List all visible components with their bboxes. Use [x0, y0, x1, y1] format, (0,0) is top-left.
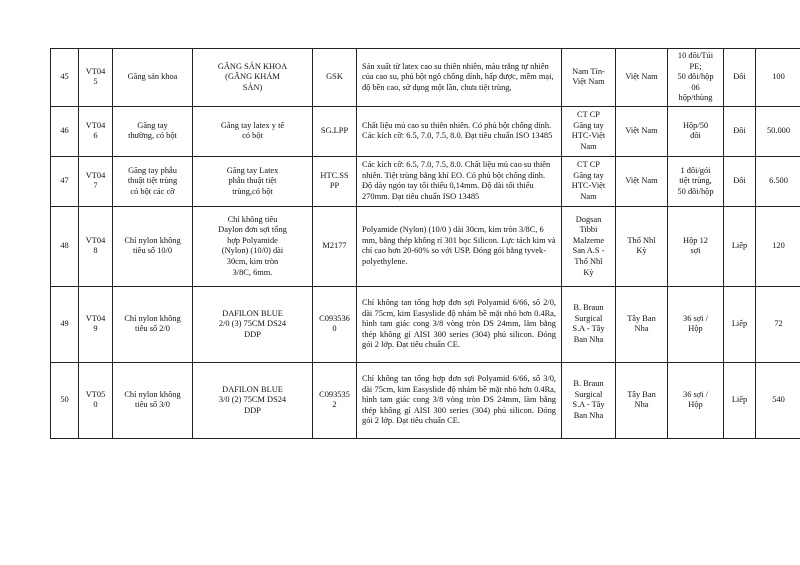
origin-country-cell: Việt Nam [616, 106, 668, 156]
manufacturer-cell: Dogsan Tibbi Malzeme San A.S - Thổ Nhĩ Kỳ [562, 206, 616, 286]
item-code-cell: VT04 7 [79, 156, 113, 206]
manufacturer-cell: CT CP Găng tay HTC-Việt Nam [562, 156, 616, 206]
item-name-cell: Chỉ nylon không tiêu số 3/0 [113, 362, 193, 438]
origin-country-cell: Thổ Nhĩ Kỳ [616, 206, 668, 286]
quantity-cell: 6.500 [756, 156, 800, 206]
manufacturer-cell: CT CP Găng tay HTC-Việt Nam [562, 106, 616, 156]
model-code-cell: C093536 0 [313, 286, 357, 362]
specification-cell: Chỉ không tan tổng hợp đơn sợi Polyamid 6/66, số 2/0, dài 75cm, kim Easyslide độ nhám bề mặt nhỏ hơn 0.4Ra, hình tam giác cong 3/8 vòng tròn DS 24mm, làm bằng thép không gỉ AISI 300 series (304) phủ silicon. Đóng gói 2 lớp. Đạt tiêu chuẩn CE. [357, 286, 562, 362]
unit-cell: Đôi [724, 156, 756, 206]
item-name-cell: Chỉ nylon không tiêu số 10/0 [113, 206, 193, 286]
origin-country-cell: Tây Ban Nha [616, 362, 668, 438]
packaging-cell: 36 sợi / Hộp [668, 286, 724, 362]
quantity-cell: 100 [756, 49, 800, 107]
specification-cell: Polyamide (Nylon) (10/0 ) dài 30cm, kim tròn 3/8C, 6 mm, bằng thép không rỉ 301 bọc Silicon. Lực tách kim và chỉ cao hơn 20-60% so với USP. Đóng gói bằng tyvek- polyethylene. [357, 206, 562, 286]
table-row [51, 156, 800, 206]
table-row [51, 106, 800, 156]
origin-country-cell: Việt Nam [616, 156, 668, 206]
row-number-cell: 47 [51, 156, 79, 206]
manufacturer-cell: Nam Tín- Việt Nam [562, 49, 616, 107]
unit-cell: Liếp [724, 206, 756, 286]
row-number-cell: 46 [51, 106, 79, 156]
model-code-cell: M2177 [313, 206, 357, 286]
trade-name-cell: Găng tay Latex phẫu thuật tiệt trùng,có bột [193, 156, 313, 206]
unit-cell: Đôi [724, 106, 756, 156]
item-name-cell: Găng tay thường, có bột [113, 106, 193, 156]
row-number-cell: 49 [51, 286, 79, 362]
table-row [51, 206, 800, 286]
specification-cell: Chỉ không tan tổng hợp đơn sợi Polyamid 6/66, số 3/0, dài 75cm, kim Easyslide độ nhám bề mặt nhỏ hơn 0.4Ra, hình tam giác cong 3/8 vòng tròn DS 24mm, làm bằng thép không gỉ AISI 300 series (304) phủ silicon. Đóng gói 2 lớp. Đạt tiêu chuẩn CE. [357, 362, 562, 438]
model-code-cell: HTC.SS PP [313, 156, 357, 206]
supplies-table [50, 48, 800, 439]
row-number-cell: 45 [51, 49, 79, 107]
trade-name-cell: Chỉ không tiêu Daylon đơn sợi tổng hợp Polyamide (Nylon) (10/0) dài 30cm, kim tròn 3/8C, 6mm. [193, 206, 313, 286]
table-row [51, 49, 800, 107]
trade-name-cell: DAFILON BLUE 3/0 (2) 75CM DS24 DDP [193, 362, 313, 438]
model-code-cell: GSK [313, 49, 357, 107]
row-number-cell: 48 [51, 206, 79, 286]
model-code-cell: SG.LPP [313, 106, 357, 156]
model-code-cell: C093535 2 [313, 362, 357, 438]
specification-cell: Các kích cỡ: 6.5, 7.0, 7.5, 8.0. Chất liệu mủ cao su thiên nhiên. Tiệt trùng bằng khí EO. Có phủ bột chống dính. Độ dày ngón tay tối thiểu 0,14mm. Độ dài tối thiểu 270mm. Đạt tiêu chuẩn ISO 13485 [357, 156, 562, 206]
item-code-cell: VT04 6 [79, 106, 113, 156]
origin-country-cell: Tây Ban Nha [616, 286, 668, 362]
trade-name-cell: Găng tay latex y tế có bột [193, 106, 313, 156]
quantity-cell: 50.000 [756, 106, 800, 156]
trade-name-cell: DAFILON BLUE 2/0 (3) 75CM DS24 DDP [193, 286, 313, 362]
specification-cell: Chất liệu mủ cao su thiên nhiên. Có phủ bột chống dính. Các kích cỡ: 6.5, 7.0, 7.5, 8.0. Đạt tiêu chuẩn ISO 13485 [357, 106, 562, 156]
manufacturer-cell: B. Braun Surgical S.A - Tây Ban Nha [562, 362, 616, 438]
packaging-cell: 36 sợi / Hộp [668, 362, 724, 438]
table-row [51, 286, 800, 362]
row-number-cell: 50 [51, 362, 79, 438]
item-code-cell: VT04 8 [79, 206, 113, 286]
unit-cell: Liếp [724, 362, 756, 438]
origin-country-cell: Việt Nam [616, 49, 668, 107]
packaging-cell: Hộp/50 đôi [668, 106, 724, 156]
packaging-cell: 1 đôi/gói tiệt trùng, 50 đôi/hộp [668, 156, 724, 206]
packaging-cell: 10 đôi/Túi PE; 50 đôi/hộp 06 hộp/thùng [668, 49, 724, 107]
item-name-cell: Găng sản khoa [113, 49, 193, 107]
unit-cell: Liếp [724, 286, 756, 362]
item-code-cell: VT05 0 [79, 362, 113, 438]
item-code-cell: VT04 5 [79, 49, 113, 107]
quantity-cell: 72 [756, 286, 800, 362]
unit-cell: Đôi [724, 49, 756, 107]
quantity-cell: 120 [756, 206, 800, 286]
specification-cell: Sản xuất từ latex cao su thiên nhiên, màu trắng tự nhiên của cao su, phủ bột ngô chống dính, hấp được, mềm mại, độ bền cao, sử dụng một lần, chưa tiệt trùng, [357, 49, 562, 107]
manufacturer-cell: B. Braun Surgical S.A - Tây Ban Nha [562, 286, 616, 362]
quantity-cell: 540 [756, 362, 800, 438]
table-row [51, 362, 800, 438]
item-name-cell: Chỉ nylon không tiêu số 2/0 [113, 286, 193, 362]
packaging-cell: Hộp 12 sợi [668, 206, 724, 286]
item-code-cell: VT04 9 [79, 286, 113, 362]
trade-name-cell: GĂNG SẢN KHOA (GĂNG KHÁM SẢN) [193, 49, 313, 107]
item-name-cell: Găng tay phẫu thuật tiệt trùng có bột các cỡ [113, 156, 193, 206]
